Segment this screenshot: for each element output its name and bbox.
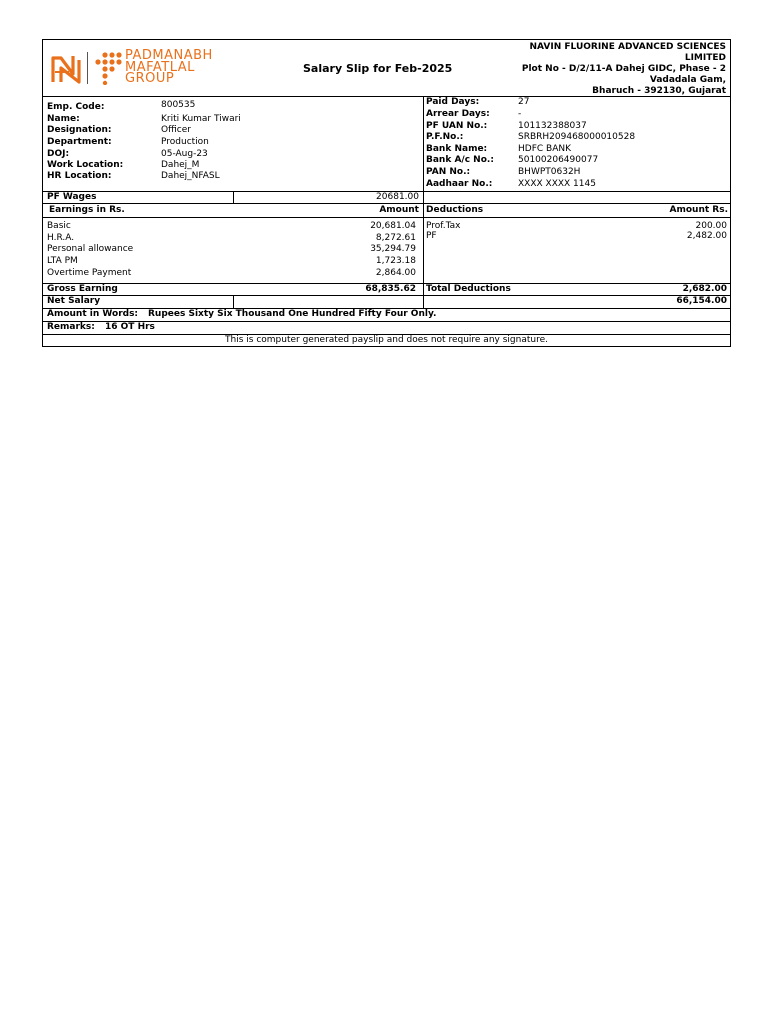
amount-words-value: Rupees Sixty Six Thousand One Hundred Fifty Four Only. — [148, 309, 437, 319]
company-line-1: NAVIN FLUORINE ADVANCED SCIENCES — [529, 42, 726, 52]
group-name-line-2: MAFATLAL — [125, 59, 195, 75]
name-value: Kriti Kumar Tiwari — [161, 114, 241, 124]
company-info — [522, 42, 726, 97]
vrule-net — [233, 295, 234, 308]
earning-value: 2,864.00 — [375, 268, 416, 278]
deduction-value: 2,482.00 — [686, 231, 727, 241]
aadhaar-label: Aadhaar No.: — [426, 179, 493, 189]
deduction-label: Prof.Tax — [426, 221, 461, 231]
net-salary-value: 66,154.00 — [676, 296, 727, 306]
salary-slip — [42, 39, 731, 347]
remarks-label: Remarks: — [47, 322, 95, 332]
group-name-line-3: GROUP — [125, 71, 175, 86]
hr-location-value: Dahej_NFASL — [161, 171, 220, 181]
company-line-2: LIMITED — [684, 53, 726, 63]
net-salary-label: Net Salary — [47, 296, 101, 306]
arrear-days-label: Arrear Days: — [426, 109, 490, 119]
bank-name-value: HDFC BANK — [518, 144, 571, 154]
deductions-amount-header: Amount Rs. — [669, 205, 728, 215]
company-line-3: Plot No - D/2/11-A Dahej GIDC, Phase - 2 — [521, 64, 726, 74]
deduction-value: 200.00 — [695, 221, 727, 231]
amount-words-label: Amount in Words: — [47, 309, 139, 319]
work-location-label: Work Location: — [47, 160, 124, 170]
footer-note: This is computer generated payslip and does not require any signature. — [225, 335, 548, 345]
department-value: Production — [161, 137, 209, 147]
dots-mark-icon — [95, 51, 125, 85]
total-deductions-value: 2,682.00 — [682, 284, 727, 294]
department-label: Department: — [47, 137, 112, 147]
designation-label: Designation: — [47, 125, 112, 135]
vrule-table — [423, 203, 424, 308]
bank-account-value: 50100206490077 — [518, 155, 599, 165]
pf-no-value: SRBRH209468000010528 — [518, 132, 636, 142]
earning-label: Overtime Payment — [47, 268, 132, 278]
company-line-5: Bharuch - 392130, Gujarat — [592, 86, 726, 96]
doj-label: DOJ: — [47, 149, 70, 159]
total-deductions-label: Total Deductions — [426, 284, 511, 294]
doj-value: 05-Aug-23 — [161, 149, 208, 159]
gross-earning-label: Gross Earning — [47, 284, 118, 294]
earnings-header: Earnings in Rs. — [49, 205, 125, 215]
paid-days-label: Paid Days: — [426, 97, 480, 107]
paid-days-value: 27 — [518, 97, 530, 107]
deductions-header: Deductions — [426, 205, 484, 215]
pf-no-label: P.F.No.: — [426, 132, 464, 142]
aadhaar-value: XXXX XXXX 1145 — [518, 179, 596, 189]
pf-wages-label: PF Wages — [47, 192, 97, 202]
group-name — [125, 50, 213, 85]
bank-account-label: Bank A/c No.: — [426, 155, 494, 165]
earnings-amount-header: Amount — [379, 205, 419, 215]
pan-label: PAN No.: — [426, 167, 471, 177]
bank-name-label: Bank Name: — [426, 144, 488, 154]
designation-value: Officer — [161, 125, 191, 135]
arrear-days-value: - — [518, 109, 522, 119]
work-location-value: Dahej_M — [161, 160, 200, 170]
earning-label: LTA PM — [47, 256, 78, 266]
hr-location-label: HR Location: — [47, 171, 112, 181]
group-logo-icon — [49, 52, 85, 86]
remarks-value: 16 OT Hrs — [105, 322, 155, 332]
rule-table-header — [43, 217, 730, 218]
rule-header — [43, 96, 730, 97]
pf-wages-value: 20681.00 — [376, 192, 419, 202]
pf-uan-value: 101132388037 — [518, 121, 587, 131]
logo-divider — [87, 52, 88, 84]
emp-code-value: 800535 — [161, 100, 196, 110]
pf-uan-label: PF UAN No.: — [426, 121, 488, 131]
earning-label: H.R.A. — [47, 233, 75, 243]
name-label: Name: — [47, 114, 80, 124]
gross-earning-value: 68,835.62 — [365, 284, 416, 294]
earning-value: 8,272.61 — [375, 233, 416, 243]
emp-code-label: Emp. Code: — [47, 102, 105, 112]
earning-value: 1,723.18 — [375, 256, 416, 266]
deduction-label: PF — [426, 231, 437, 241]
rule-pfwages — [43, 203, 730, 204]
earning-value: 35,294.79 — [370, 244, 416, 254]
pan-value: BHWPT0632H — [518, 167, 581, 177]
earning-label: Personal allowance — [47, 244, 134, 254]
group-name-line-1: PADMANABH — [125, 48, 213, 63]
slip-title: Salary Slip for Feb-2025 — [303, 62, 453, 75]
earning-value: 20,681.04 — [370, 221, 416, 231]
vrule-pfwages-b — [423, 191, 424, 203]
company-line-4: Vadadala Gam, — [649, 75, 726, 85]
vrule-employee — [423, 96, 424, 191]
earning-label: Basic — [47, 221, 71, 231]
